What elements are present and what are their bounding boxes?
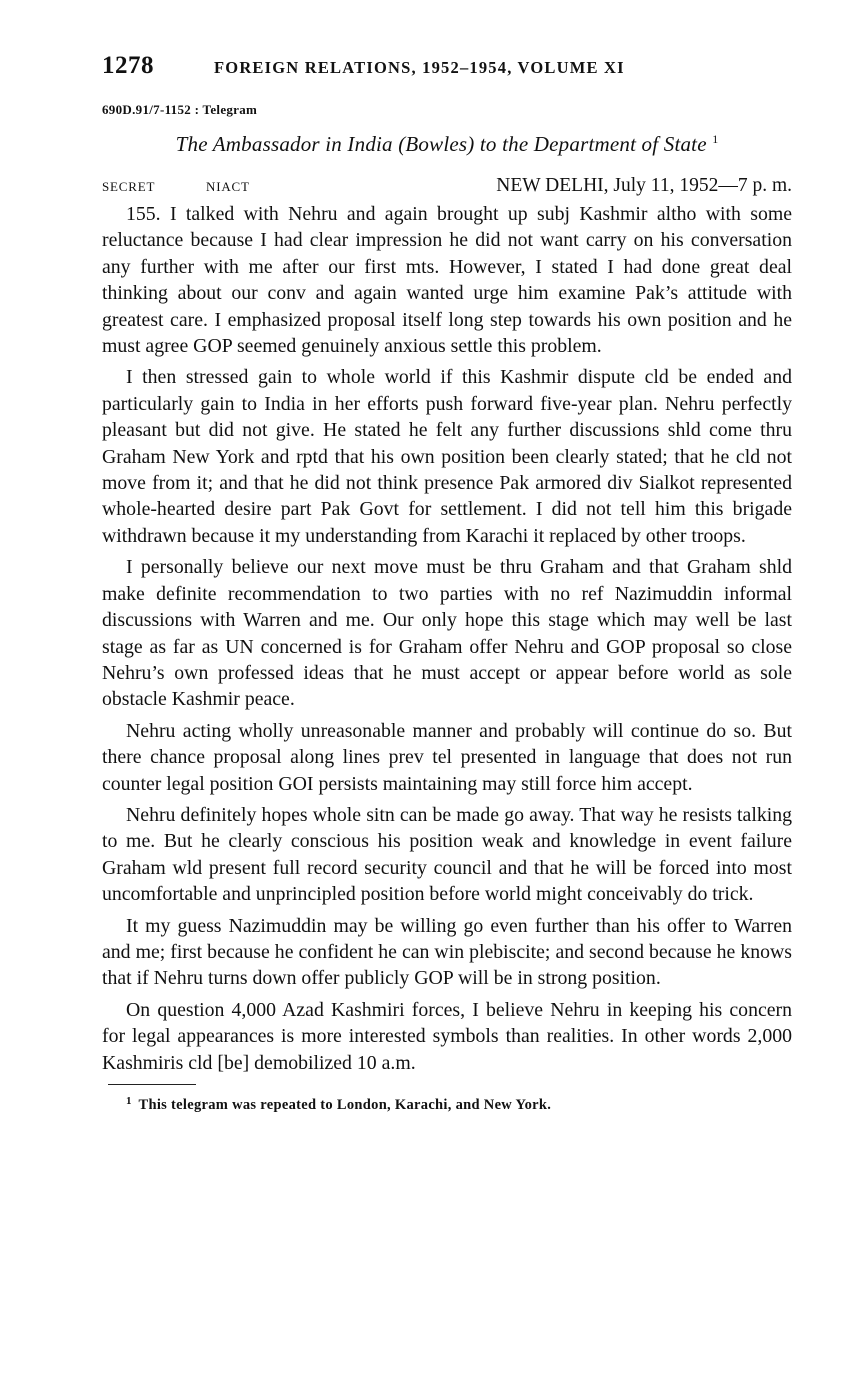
paragraph: Nehru acting wholly unreasonable manner and probably will continue do so. But there chance proposal along lines prev tel presented in language that does not run counter legal position GOI persists maintaining may still force him accept.: [102, 719, 792, 795]
document-title: [102, 132, 792, 157]
telegram-body: [102, 201, 792, 1076]
paragraph: On question 4,000 Azad Kashmiri forces, I believe Nehru in keeping his concern for legal appearances is more interested symbols than realities. In other words 2,000 Kashmiris cld [be] demobilized 10 a.m.: [102, 998, 792, 1074]
footnote-text: This telegram was repeated to London, Karachi, and New York.: [138, 1097, 552, 1113]
document-file-number: 690D.91/7-1152 : Telegram: [102, 102, 258, 117]
paragraph: I then stressed gain to whole world if this Kashmir dispute cld be ended and particularly gain to India in her efforts push forward five-year plan. Nehru perfectly pleasant but did not give. He stated he felt any further discussions shld come thru Graham New York and rptd that his own position been clearly stated; that he cld not move from it; and that he did not think presence Pak armored div Sialkot represented whole-hearted desire part Pak Govt for settlement. I did not tell him this brigade withdrawn because it my understanding from Karachi it replaced by other troops.: [102, 366, 792, 547]
series-title: FOREIGN RELATIONS, 1952–1954, VOLUME XI: [214, 58, 625, 77]
classification-label: SECRET: [102, 179, 156, 194]
running-head: [102, 52, 792, 88]
precedence-label: NIACT: [206, 179, 250, 194]
footnote-number: 1: [126, 1095, 132, 1107]
document-page: [102, 52, 792, 1114]
footnote-divider: [108, 1084, 196, 1085]
paragraph: It my guess Nazimuddin may be willing go even further than his offer to Warren and me; first because he confident he can win plebiscite; and second because he knows that if Nehru turns down offer publicly GOP will be in strong position.: [102, 914, 792, 990]
footnote: [126, 1095, 792, 1114]
paragraph: 155. I talked with Nehru and again brought up subj Kashmir altho with some reluctance because I had clear impression he did not want carry on his conversation any further with me after our first mts. However, I stated I had done great deal thinking about our conv and again wanted urge him examine Pak’s attitude with greatest care. I emphasized proposal itself long step towards his own position and he must agree GOP seemed genuinely anxious settle this problem.: [102, 203, 792, 358]
document-title-text: The Ambassador in India (Bowles) to the Department of State: [175, 132, 707, 156]
title-footnote-mark: 1: [712, 132, 719, 146]
place-date: NEW DELHI, July 11, 1952—7 p. m.: [496, 175, 792, 196]
dateline: [102, 175, 792, 197]
page-number: 1278: [102, 52, 154, 79]
paragraph: Nehru definitely hopes whole sitn can be made go away. That way he resists talking to me. But he clearly conscious his position weak and knowledge in event failure Graham wld present full record security council and that he will be forced into most uncomfortable and unprincipled position before world might conceivably do trick.: [102, 803, 792, 906]
paragraph: I personally believe our next move must be thru Graham and that Graham shld make definite recommendation to two parties with no ref Nazimuddin informal discussions with Warren and me. Our only hope this stage which may well be last stage as far as UN concerned is for Graham offer Nehru and GOP proposal so close Nehru’s own professed ideas that he must accept or appear before world as sole obstacle Kashmir peace.: [102, 556, 792, 711]
